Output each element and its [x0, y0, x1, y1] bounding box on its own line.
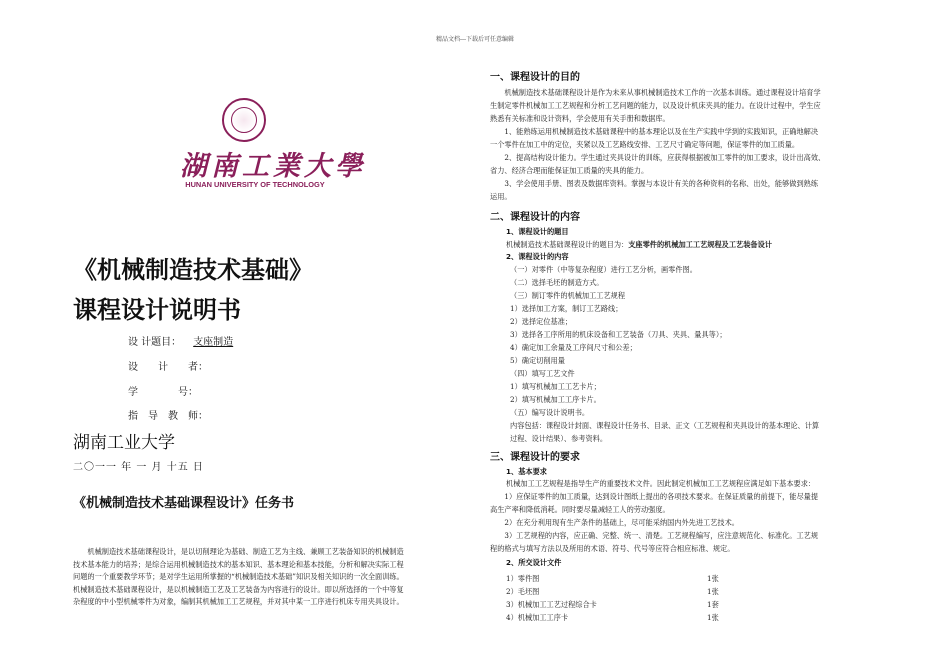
sec2-item: （二）选择毛坯的制造方式。	[510, 278, 604, 287]
sec2-item: 2）选择定位基准；	[510, 317, 573, 326]
field-label: 指 导 教 师：	[128, 411, 208, 422]
deliverable-row	[506, 613, 736, 623]
sec3-sub1: 1、基本要求	[506, 467, 547, 476]
deliverable-qty: 1套	[707, 600, 719, 609]
sec3-line: 3）工艺规程的内容，应正确、完整、统一、清楚。工艺规程编写，应注意规范化、标准化。工艺规	[490, 531, 819, 540]
sec2-item: （三）制订零件的机械加工工艺规程	[510, 291, 626, 300]
sec1-line: 运用。	[490, 192, 512, 201]
sec2-item: 1）选择加工方案，制订工艺路线；	[510, 304, 623, 313]
deliverable-name: 4）机械加工工序卡	[506, 613, 569, 622]
sec1-line: 3、学会使用手册、图表及数据库资料。掌握与本设计有关的各种资料的名称、出处，能够做到熟练	[490, 179, 819, 188]
sec1-line: 熟悉有关标准和设计资料，学会使用有关手册和数据库。	[490, 114, 670, 123]
sec3-line: 机械加工工艺规程是指导生产的重要技术文件。因此制定机械加工工艺规程应满足如下基本要求：	[506, 479, 816, 488]
logo-english-name: HUNAN UNIVERSITY OF TECHNOLOGY	[185, 180, 325, 189]
sec2-item: 1）填写机械加工工艺卡片；	[510, 382, 601, 391]
university-logo	[172, 96, 366, 196]
sec1-line: 1、能熟练运用机械制造技术基础课程中的基本理论以及在生产实践中学到的实践知识，正确地解决	[490, 127, 819, 136]
field-label: 学 号：	[128, 387, 198, 398]
sec2-topic	[506, 240, 896, 250]
sec3-line: 程的格式与填写方法以及所用的术语、符号、代号等应符合相应标准、规定。	[490, 544, 735, 553]
sec2-sub1: 1、课程设计的题目	[506, 227, 569, 236]
deliverable-name: 1）零件图	[506, 574, 540, 583]
task-paragraph	[73, 546, 463, 609]
topic-bold: 支座零件的机械加工工艺规程及工艺装备设计	[628, 240, 772, 249]
sec1-line: 一个零件在加工中的定位，夹紧以及工艺路线安排、工艺尺寸确定等问题，保证零件的加工质量。	[490, 140, 800, 149]
sec1-line: 机械制造技术基础课程设计是作为未来从事机械制造技术工作的一次基本训练。通过课程设计培育学	[490, 88, 821, 97]
field-value-topic: 支座制造	[193, 337, 234, 348]
task-line: 杂程度的中小型机械零件为对象，编制其机械加工工艺规程，并对其中某一工序进行机床专用夹具设计。	[73, 597, 404, 607]
sec1-line: 省力、经济合理而能保证加工质量的夹具的能力。	[490, 166, 649, 175]
sec3-sub2: 2、所交设计文件	[506, 558, 562, 567]
task-book-title: 《机械制造技术基础课程设计》任务书	[73, 496, 295, 511]
field-design-topic	[128, 333, 233, 348]
university-seal-icon	[222, 98, 266, 142]
sec3-line: 高生产率和降低消耗。同时要尽量减轻工人的劳动强度。	[490, 505, 670, 514]
field-label: 设 计 者：	[128, 362, 208, 373]
task-line: 机械制造技术基础课程设计，是以切削理论为基础、制造工艺为主线、兼顾工艺装备知识的机械制造	[73, 547, 404, 556]
field-label: 设 计题目：	[128, 337, 182, 348]
sec3-line: 2）在充分利用现有生产条件的基础上，尽可能采纳国内外先进工艺技术。	[490, 518, 739, 527]
sec2-item: 2）填写机械加工工序卡片。	[510, 395, 601, 404]
topic-prefix: 机械制造技术基础课程设计的题目为：	[506, 240, 629, 249]
deliverable-name: 3）机械加工工艺过程综合卡	[506, 600, 597, 609]
sec2-item: （四）填写工艺文件	[510, 369, 575, 378]
sec2-item: 内容包括：课程设计封面、课程设计任务书、目录、正文（工艺规程和夹具设计的基本理论、计算	[510, 421, 820, 430]
school-name: 湖南工业大学	[73, 433, 175, 453]
field-advisor	[128, 407, 208, 422]
field-designer	[128, 358, 208, 373]
sec2-item: 3）选择各工序所用的机床设备和工艺装备（刀具、夹具、量具等）；	[510, 330, 727, 339]
section-1-heading: 一、课程设计的目的	[490, 72, 580, 83]
deliverable-qty: 1张	[707, 574, 719, 583]
deliverable-name: 2）毛坯图	[506, 587, 540, 596]
deliverable-qty: 1张	[707, 587, 719, 596]
sec1-line: 2、提高结构设计能力。学生通过夹具设计的训练，应获得根据被加工零件的加工要求，设计出高效、	[490, 153, 826, 162]
sec2-item: 过程、设计结果）、参考资料。	[510, 434, 608, 443]
sec2-item: （一）对零件（中等复杂程度）进行工艺分析，画零件图。	[510, 265, 697, 274]
logo-calligraphy: 湖南工業大學	[180, 151, 366, 182]
sec1-line: 生制定零件机械加工工艺规程和分析工艺问题的能力，以及设计机床夹具的能力。在设计过程中，学生应	[490, 101, 821, 110]
sec2-item: 4）确定加工余量及工序间尺寸和公差；	[510, 343, 637, 352]
deliverable-row	[506, 587, 736, 597]
sec2-item: （五）编写设计说明书。	[510, 408, 590, 417]
sec2-item: 5）确定切削用量	[510, 356, 565, 365]
cover-date: 二〇一一 年 一 月 十五 日	[73, 462, 204, 473]
task-line: 机械制造技术基础课程设计，是以机械制造工艺及工艺装备为内容进行的设计。即以所选择的一个中等复	[73, 584, 404, 594]
section-2-heading: 二、课程设计的内容	[490, 212, 580, 223]
cover-title-line2: 课程设计说明书	[73, 296, 241, 324]
sec2-sub2: 2、课程设计的内容	[506, 252, 569, 261]
cover-title-line1: 《机械制造技术基础》	[73, 256, 313, 284]
deliverable-qty: 1张	[707, 613, 719, 622]
sec3-line: 1）应保证零件的加工质量，达到设计图纸上提出的各项技术要求。在保证质量的前提下，能尽量提	[490, 492, 819, 501]
deliverable-row	[506, 600, 736, 610]
field-student-id	[128, 383, 198, 398]
task-line: 问题的一个重要教学环节；是对学生运用所掌握的“机械制造技术基础”知识及相关知识的一次全面训练。	[73, 572, 404, 582]
deliverable-row	[506, 574, 736, 584]
header-note: 精品文档---下载后可任意编辑	[435, 36, 515, 43]
section-3-heading: 三、课程设计的要求	[490, 452, 580, 463]
task-line: 技术基本能力的培养；是综合运用机械制造技术的基本知识、基本理论和基本技能，分析和解决实际工程	[73, 559, 404, 569]
